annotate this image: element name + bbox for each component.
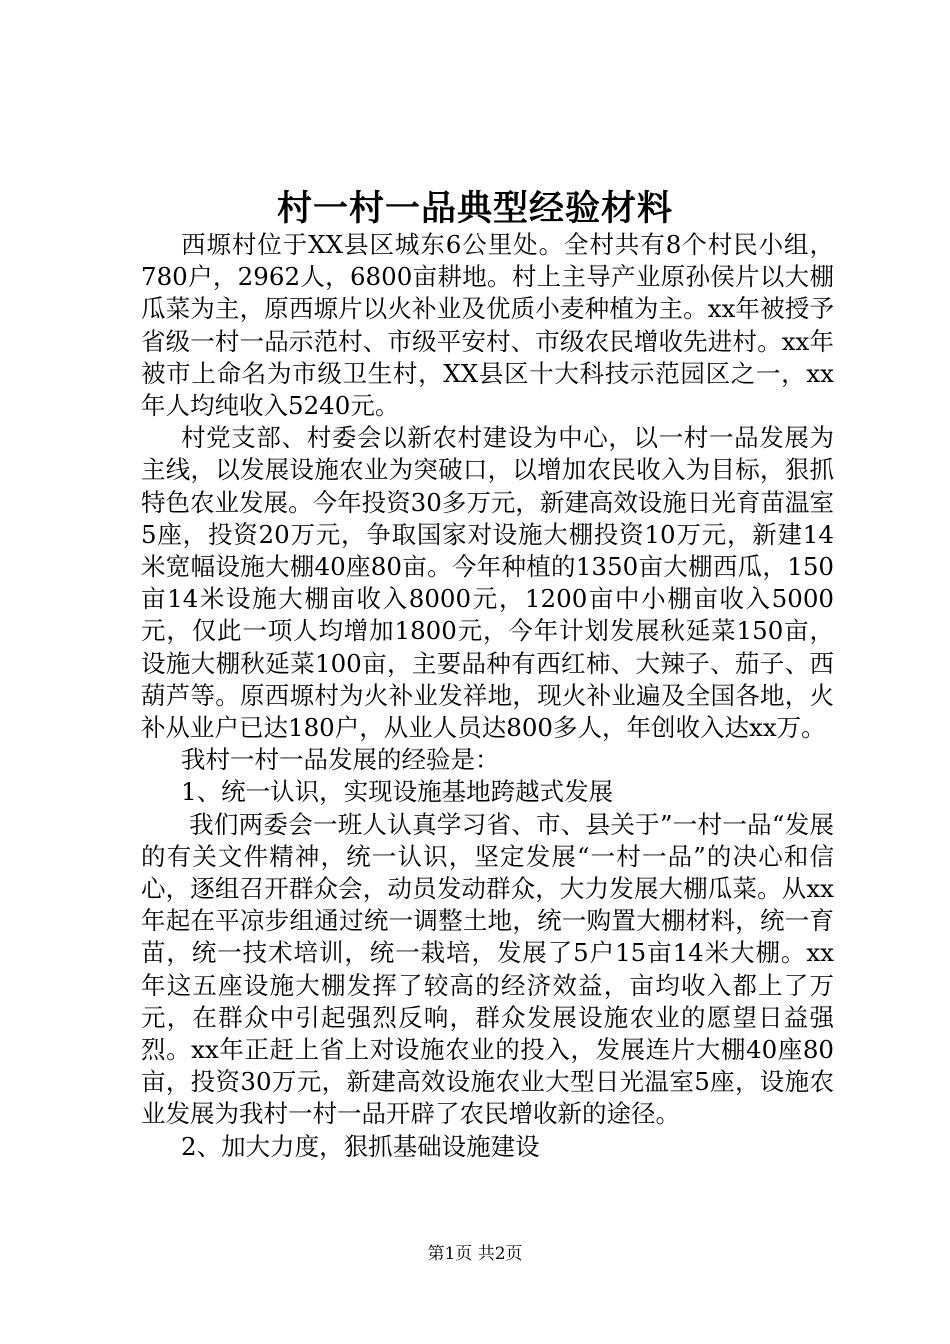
section-heading: 1、统一认识，实现设施基地跨越式发展	[181, 777, 614, 807]
paragraph: 我们两委会一班人认真学习省、市、县关于”一村一品“发展的有关文件精神，统一认识，坚定发展“一村一品”的决心和信心，逐组召开群众会，动员发动群众，大力发展大棚瓜菜。从xx年起在平凉步组通过统一调整土地，统一购置大棚材料，统一育苗，统一技术培训，统一栽培，发展了5户15亩14米大棚。xx年这五座设施大棚发挥了较高的经济效益，亩均收入都上了万元，在群众中引起强烈反响，群众发展设施农业的愿望日益强烈。xx年正赶上省上对设施农业的投入，发展连片大棚40座80亩，投资30万元，新建高效设施农业大型日光温室5座，设施农业发展为我村一村一品开辟了农民增收新的途径。	[141, 809, 834, 1129]
paragraph: 村党支部、村委会以新农村建设为中心，以一村一品发展为主线，以发展设施农业为突破口，以增加农民收入为目标，狠抓特色农业发展。今年投资30多万元，新建高效设施日光育苗温室5座，投资20万元，争取国家对设施大棚投资10万元，新建14米宽幅设施大棚40座80亩。今年种植的1350亩大棚西瓜，150亩14米设施大棚亩收入8000元，1200亩中小棚亩收入5000元，仅此一项人均增加1800元，今年计划发展秋延菜150亩，设施大棚秋延菜100亩，主要品种有西红柿、大辣子、茄子、西葫芦等。原西塬村为火补业发祥地，现火补业遍及全国各地，火补从业户已达180户，从业人员达800多人，年创收入达xx万。	[141, 423, 834, 743]
paragraph: 西塬村位于XX县区城东6公里处。全村共有8个村民小组，780户，2962人，6800亩耕地。村上主导产业原孙侯片以大棚瓜菜为主，原西塬片以火补业及优质小麦种植为主。xx年被授予省级一村一品示范村、市级平安村、市级农民增收先进村。xx年被市上命名为市级卫生村，XX县区十大科技示范园区之一，xx年人均纯收入5240元。	[141, 230, 834, 421]
document-body	[141, 229, 834, 1163]
document-title: 村一村一品典型经验材料	[276, 188, 673, 229]
page-number-footer: 第1页 共2页	[427, 1244, 523, 1264]
paragraph: 我村一村一品发展的经验是：	[181, 745, 500, 775]
section-heading: 2、加大力度，狠抓基础设施建设	[181, 1131, 540, 1161]
